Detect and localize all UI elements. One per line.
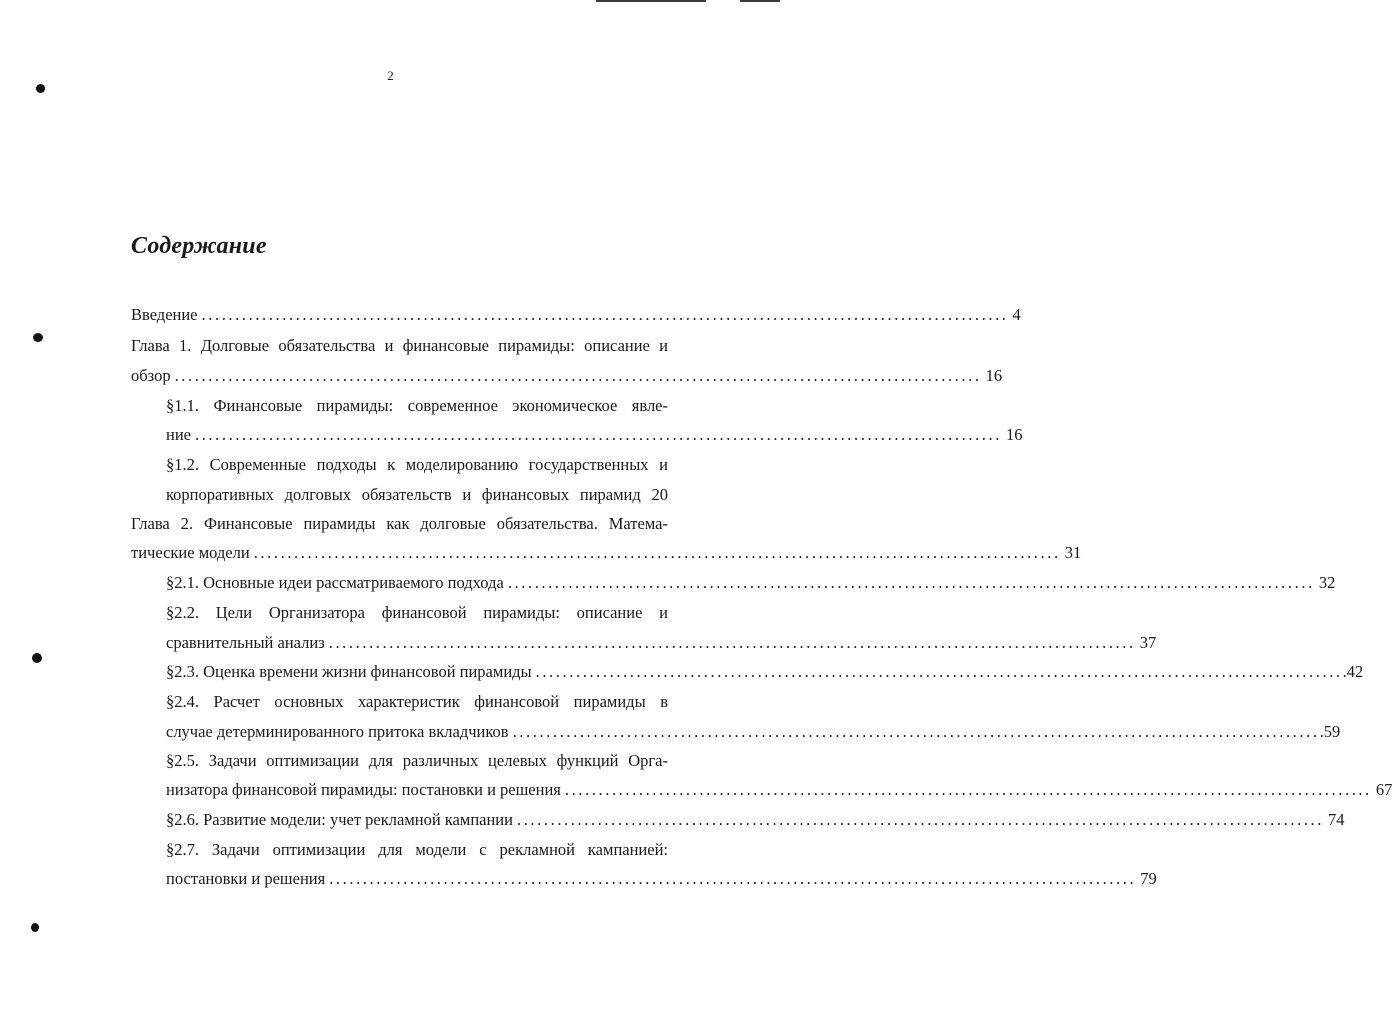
toc-entry-section-1-2[interactable]: §1.2. Современные подходы к моделированию государственных и	[166, 455, 668, 474]
dot-leader: ........................................................................................................................	[328, 633, 1136, 652]
toc-page-number: 4	[1012, 305, 1021, 324]
toc-page-number: 37	[1139, 633, 1157, 652]
page-title: Содержание	[131, 233, 267, 259]
toc-entry-section-2-1[interactable]: §2.1. Основные идеи рассматриваемого подхода ........................................................................................................................ 32	[166, 573, 1336, 592]
toc-entry-section-2-5-cont[interactable]: низатора финансовой пирамиды: постановки и решения ........................................................................................................................ 67	[166, 780, 1392, 799]
dot-leader: ........................................................................................................................	[507, 573, 1315, 592]
page-number: 2	[387, 68, 394, 83]
toc-entry-chapter-2[interactable]: Глава 2. Финансовые пирамиды как долговые обязательства. Матема-	[131, 514, 668, 533]
scan-speck	[31, 923, 39, 932]
dot-leader: ........................................................................................................................	[516, 810, 1324, 829]
dot-leader: ........................................................................................................................	[512, 722, 1320, 741]
dot-leader: ........................................................................................................................	[194, 425, 1002, 444]
toc-entry-section-2-6[interactable]: §2.6. Развитие модели: учет рекламной кампании ........................................................................................................................ 74	[166, 810, 1345, 829]
toc-entry-section-2-7-cont[interactable]: постановки и решения ........................................................................................................................ 79	[166, 869, 1157, 888]
toc-entry-section-2-2-cont[interactable]: сравнительный анализ ........................................................................................................................ 37	[166, 633, 1157, 652]
dot-leader: ........................................................................................................................	[201, 305, 1009, 324]
toc-entry-section-2-3[interactable]: §2.3. Оценка времени жизни финансовой пирамиды ........................................................................................................................ .42	[166, 662, 1364, 681]
toc-page-number: 16	[1005, 425, 1023, 444]
toc-entry-section-1-1[interactable]: §1.1. Финансовые пирамиды: современное экономическое явле-	[166, 396, 668, 415]
toc-entry-section-2-4-cont[interactable]: случае детерминированного притока вкладчиков ........................................................................................................................ .59	[166, 722, 1341, 741]
toc-entry-chapter-1[interactable]: Глава 1. Долговые обязательства и финансовые пирамиды: описание и	[131, 336, 668, 355]
scan-speck	[36, 84, 45, 93]
toc-page-number: .42	[1342, 662, 1364, 681]
toc-entry-section-1-1-cont[interactable]: ние ........................................................................................................................ 16	[166, 425, 1023, 444]
toc-entry-section-2-2[interactable]: §2.2. Цели Организатора финансовой пирамиды: описание и	[166, 603, 668, 622]
toc-entry-section-2-7[interactable]: §2.7. Задачи оптимизации для модели с рекламной кампанией:	[166, 840, 668, 859]
dot-leader: ........................................................................................................................	[535, 662, 1343, 681]
scan-edge-rule	[740, 0, 780, 2]
scan-edge-rule	[596, 0, 706, 2]
scan-speck	[32, 653, 42, 663]
dot-leader: ........................................................................................................................	[253, 543, 1061, 562]
toc-page-number: 16	[985, 366, 1003, 385]
toc-entry-section-2-5[interactable]: §2.5. Задачи оптимизации для различных целевых функций Орга-	[166, 751, 668, 770]
toc-page-number: .59	[1319, 722, 1341, 741]
dot-leader: ........................................................................................................................	[329, 869, 1137, 888]
toc-entry-chapter-1-cont[interactable]: обзор ........................................................................................................................ 16	[131, 366, 1003, 385]
toc-entry-chapter-2-cont[interactable]: тические модели ........................................................................................................................ 31	[131, 543, 1082, 562]
toc-page-number: 79	[1140, 869, 1157, 888]
toc-page-number: 31	[1064, 543, 1082, 562]
toc-page-number: 74	[1327, 810, 1345, 829]
scan-speck	[33, 333, 43, 342]
toc-entry-section-1-2-cont[interactable]: корпоративных долговых обязательств и финансовых пирамид 20	[166, 485, 668, 504]
toc-page-number: 32	[1318, 573, 1336, 592]
dot-leader: ........................................................................................................................	[174, 366, 982, 385]
toc-entry-intro[interactable]: Введение ........................................................................................................................ 4	[131, 305, 1021, 324]
toc-page-number: 67	[1375, 780, 1392, 799]
dot-leader: ........................................................................................................................	[564, 780, 1372, 799]
toc-entry-section-2-4[interactable]: §2.4. Расчет основных характеристик финансовой пирамиды в	[166, 692, 668, 711]
